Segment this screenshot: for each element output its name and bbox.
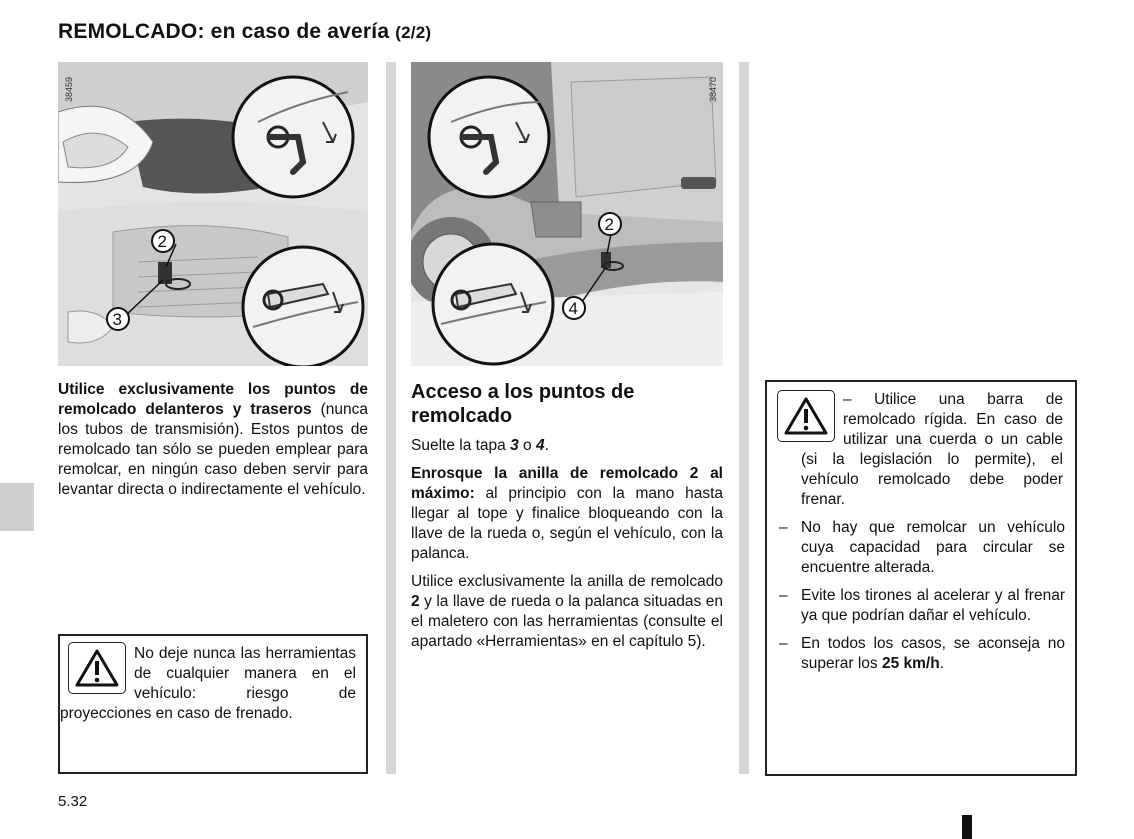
- callout-2-rear: [599, 213, 621, 235]
- callout-3-front: [107, 308, 129, 330]
- text: y la llave de rueda o la palanca situadas en el maletero con las herramientas (consulte el apartado «Herramientas» en el capítulo 5).: [411, 593, 723, 650]
- callout-label: 2: [604, 215, 614, 234]
- warning-triangle-icon: [777, 390, 835, 442]
- warning-item-text: Evite los tirones al acelerar y al frenar ya que podrían dañar el vehículo.: [801, 587, 1065, 624]
- dash: –: [779, 519, 788, 536]
- use-ring-paragraph: [411, 572, 723, 652]
- intro-rest: (nunca los tubos de transmisión). Estos puntos de remolcado tan sólo se pueden emplear para remolcar, en ningún caso deben servir para levantar directa o indirectamente el vehículo.: [58, 401, 368, 498]
- text: .: [544, 437, 549, 454]
- column-gutter: [386, 62, 396, 774]
- warning-box-tools: [58, 634, 368, 774]
- warning-item-2: [779, 518, 1065, 578]
- warning-item-text: .: [939, 655, 945, 672]
- title-text: REMOLCADO: en caso de avería: [58, 20, 390, 43]
- page-edge-mark: [962, 815, 972, 839]
- callout-label: 2: [157, 232, 167, 251]
- warning-tools-text: No deje nunca las herramientas de cualquier manera en el vehículo: riesgo de proyecciones en caso de frenado.: [60, 645, 356, 722]
- intro-paragraph: [58, 380, 368, 500]
- text: o: [518, 437, 536, 454]
- text: Utilice exclusivamente la anilla de remolcado: [411, 573, 723, 590]
- screw-ring-paragraph: [411, 464, 723, 564]
- text: Suelte la tapa: [411, 437, 511, 454]
- callout-4-rear: [563, 297, 585, 319]
- dash: –: [779, 587, 788, 604]
- title-part-number: (2/2): [395, 23, 432, 42]
- column-gutter: [739, 62, 749, 774]
- warning-item-3: [779, 586, 1065, 626]
- warning-item-text: En todos los casos, se aconseja no superar los: [801, 635, 1065, 672]
- chapter-side-tab: [0, 483, 34, 531]
- callout-label: 4: [568, 299, 578, 318]
- access-towing-points-section: [411, 380, 723, 660]
- screw-ring-rest: al principio con la mano hasta llegar al tope y finalice bloqueando con la llave de la rueda o, según el vehículo, con la palanca.: [411, 485, 723, 562]
- callout-label: 3: [112, 310, 122, 329]
- ref-2: 2: [411, 593, 420, 610]
- warning-item-text: – Utilice una barra de remolcado rígida. En caso de utilizar una cuerda o un cable (si la legislación lo permite), el vehículo remolcado debe poder frenar.: [801, 391, 1063, 508]
- dash: –: [779, 635, 788, 652]
- ref-3: 3: [510, 437, 519, 454]
- section-heading: Acceso a los puntos de remolcado: [411, 381, 635, 427]
- towing-points-intro: [58, 380, 368, 508]
- screw-ring-bold: Enrosque la anilla de remolcado 2 al máximo:: [411, 465, 723, 502]
- intro-bold: Utilice exclusivamente los puntos de remolcado delanteros y traseros: [58, 381, 368, 418]
- figure-code: 38459: [64, 76, 74, 102]
- page-number: 5.32: [58, 793, 88, 810]
- figure-code: 38470: [708, 76, 718, 102]
- release-cover-paragraph: [411, 436, 723, 456]
- ref-4: 4: [535, 437, 545, 454]
- front-towing-illustration: [58, 62, 368, 366]
- warning-item-text: No hay que remolcar un vehículo cuya capacidad para circular se encuentre alterada.: [801, 519, 1065, 576]
- callout-2-front: [152, 230, 174, 252]
- speed-limit: 25 km/h: [881, 655, 940, 672]
- warning-list: [767, 510, 1075, 674]
- warning-triangle-icon: [68, 642, 126, 694]
- warning-item-4: [779, 634, 1065, 674]
- warning-box-towing: [765, 380, 1077, 776]
- rear-towing-illustration: [411, 62, 723, 366]
- page-title: [58, 20, 431, 44]
